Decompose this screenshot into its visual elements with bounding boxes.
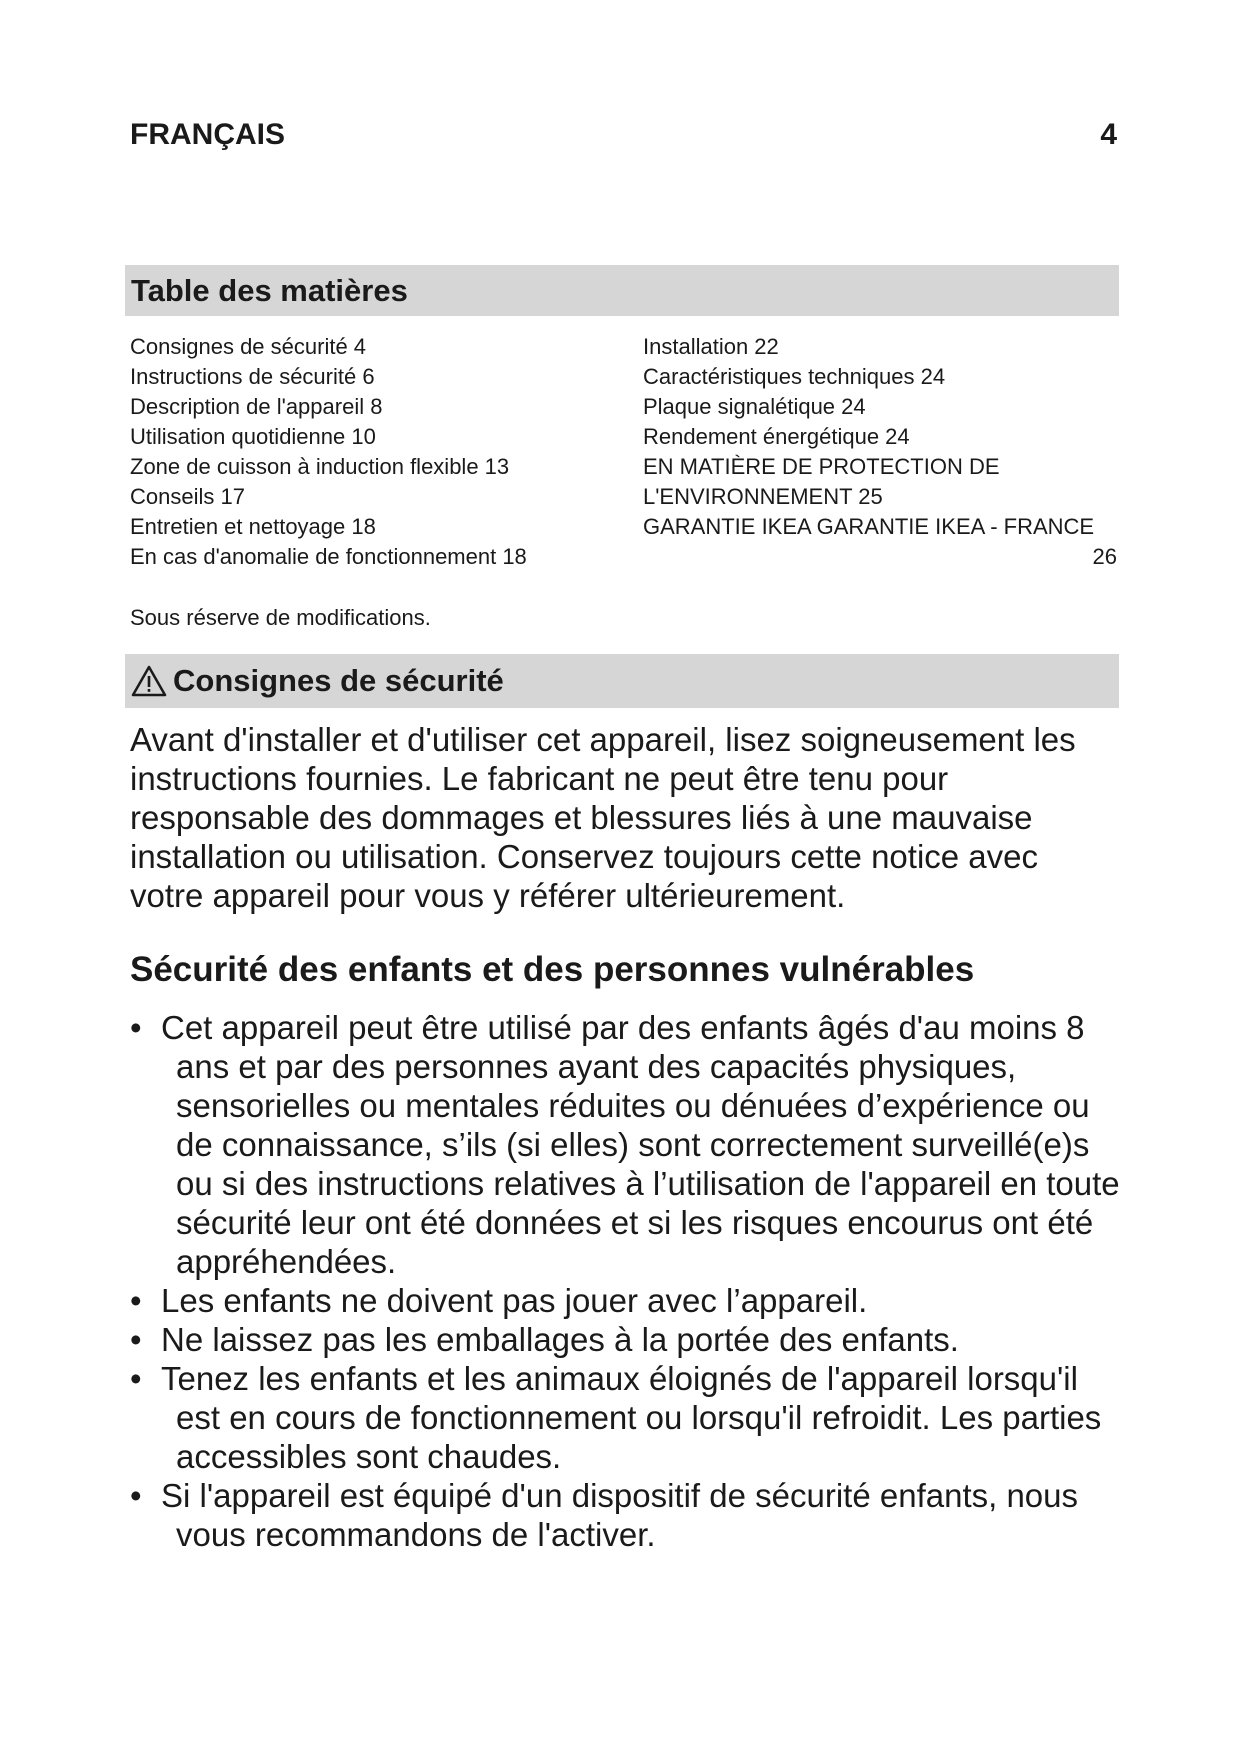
toc-left-column — [130, 332, 643, 572]
safety-heading-bar — [125, 654, 1119, 708]
bullet: • — [130, 1321, 142, 1358]
toc-right-column — [643, 332, 1117, 572]
list-item: • Ne laissez pas les emballages à la portée des enfants. — [130, 1321, 959, 1358]
page-header — [130, 118, 1117, 152]
list-item: • Les enfants ne doivent pas jouer avec l’appareil. — [130, 1282, 868, 1319]
toc-entry[interactable]: Caractéristiques techniques 24 — [643, 364, 946, 389]
list-item: • Tenez les enfants et les animaux éloignés de l'appareil lorsqu'il est en cours de fonctionnement ou lorsqu'il refroidit. Les parties accessibles sont chaudes. — [130, 1360, 1102, 1475]
toc-entry[interactable]: Utilisation quotidienne 10 — [130, 424, 376, 449]
bullet: • — [130, 1477, 142, 1514]
toc-entry[interactable]: Description de l'appareil 8 — [130, 394, 383, 419]
toc-entry[interactable]: Installation 22 — [643, 334, 779, 359]
list-item: • Si l'appareil est équipé d'un dispositif de sécurité enfants, nous vous recommandons de l'activer. — [130, 1477, 1079, 1553]
toc-entry-page[interactable]: 26 — [1092, 544, 1117, 569]
toc-entry[interactable]: Instructions de sécurité 6 — [130, 364, 375, 389]
table-of-contents — [130, 332, 1117, 572]
toc-entry[interactable]: Rendement énergétique 24 — [643, 424, 910, 449]
toc-entry[interactable]: Conseils 17 — [130, 484, 245, 509]
revision-note: Sous réserve de modifications. — [130, 605, 431, 630]
toc-entry[interactable]: EN MATIÈRE DE PROTECTION DE — [643, 454, 1000, 479]
toc-entry[interactable]: Consignes de sécurité 4 — [130, 334, 367, 359]
bullet: • — [130, 1282, 142, 1319]
safety-intro: Avant d'installer et d'utiliser cet appareil, lisez soigneusement les instructions fournies. Le fabricant ne peut être tenu pour responsable des dommages et blessures liés à une mauvaise installation ou utilisation. Conservez toujours cette notice avec votre appareil pour vous y référer ultérieurement. — [130, 721, 1076, 914]
toc-entry[interactable]: Plaque signalétique 24 — [643, 394, 866, 419]
children-safety-list — [130, 1008, 1120, 1554]
children-safety-heading: Sécurité des enfants et des personnes vulnérables — [130, 950, 975, 989]
toc-entry[interactable]: L'ENVIRONNEMENT 25 — [643, 484, 883, 509]
list-item: • Cet appareil peut être utilisé par des enfants âgés d'au moins 8 ans et par des personnes ayant des capacités physiques, sensorielles ou mentales réduites ou dénuées d’expérience ou de connaissance, s’ils (si elles) sont correctement surveillé(e)s ou si des instructions relatives à l’utilisation de l'appareil en toute sécurité leur ont été données et si les risques encourus ont été appréhendées. — [130, 1009, 1120, 1280]
bullet: • — [130, 1009, 142, 1046]
language-label: FRANÇAIS — [130, 118, 285, 151]
toc-entry[interactable]: Entretien et nettoyage 18 — [130, 514, 376, 539]
toc-entry[interactable]: GARANTIE IKEA GARANTIE IKEA - FRANCE — [643, 514, 1095, 539]
safety-heading: Consignes de sécurité — [173, 663, 504, 698]
toc-entry[interactable]: En cas d'anomalie de fonctionnement 18 — [130, 544, 527, 569]
toc-entry[interactable]: Zone de cuisson à induction flexible 13 — [130, 454, 510, 479]
bullet: • — [130, 1360, 142, 1397]
toc-heading: Table des matières — [125, 265, 1119, 316]
page-number: 4 — [1100, 118, 1117, 151]
warning-triangle-icon — [131, 665, 167, 697]
